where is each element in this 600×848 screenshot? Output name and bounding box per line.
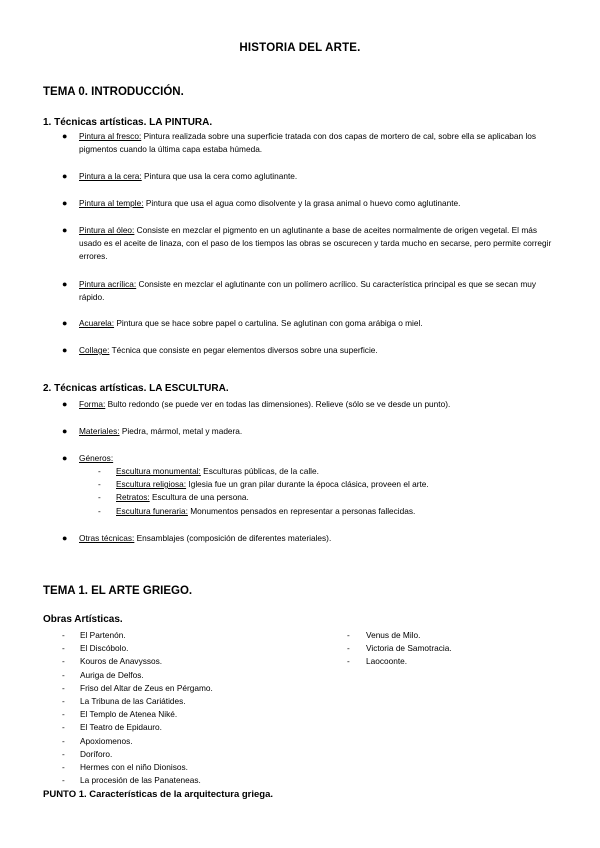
list-item: Acuarela: Pintura que se hace sobre papel o cartulina. Se aglutinan con goma arábiga o miel. [79, 318, 423, 328]
bullet-icon: ● [62, 533, 68, 543]
sub-item: Escultura monumental: Esculturas públicas, de la calle. [116, 466, 319, 476]
dash-icon: - [62, 696, 65, 706]
obra-item: Doríforo. [80, 748, 113, 759]
obra-item: Venus de Milo. [366, 630, 421, 640]
dash-icon: - [62, 775, 65, 786]
obras-heading: Obras Artísticas. [43, 614, 123, 625]
list-item: Collage: Técnica que consiste en pegar elementos diversos sobre una superficie. [79, 345, 378, 355]
sub-item: Retratos: Escultura de una persona. [116, 492, 249, 502]
bullet-icon: ● [62, 345, 68, 355]
list-item: Géneros: [79, 453, 114, 463]
dash-icon: - [62, 762, 65, 772]
dash-icon: - [62, 669, 65, 680]
obra-item: El Discóbolo. [80, 643, 129, 654]
sub-item: Escultura religiosa: Iglesia fue un gran pilar durante la época clásica, proveen el arte. [116, 479, 429, 489]
dash-icon: - [98, 466, 101, 476]
dash-icon: - [347, 630, 350, 640]
dash-icon: - [62, 748, 65, 759]
list-item: Forma: Bulto redondo (se puede ver en todas las dimensiones). Relieve (sólo se ve desde un punto). [79, 399, 451, 409]
dash-icon: - [98, 506, 101, 516]
dash-icon: - [98, 492, 101, 502]
obra-item: Auriga de Delfos. [80, 669, 144, 680]
bullet-icon: ● [62, 171, 68, 181]
dash-icon: - [62, 630, 65, 640]
list-item: Pintura al fresco: Pintura realizada sobre una superficie tratada con dos capas de mortero de cal, sobre ella se aplicaban los pigmentos cuando la última capa estaba húmeda. [79, 131, 537, 154]
obra-item: El Teatro de Epidauro. [80, 722, 162, 733]
tema1-heading: TEMA 1. EL ARTE GRIEGO. [43, 585, 193, 597]
list-item: Pintura al óleo: Consiste en mezclar el pigmento en un aglutinante a base de aceites normalmente de origen vegetal. El más usado es el aceite de linaza, con el paso de los tiempos las obras se oscurecen y tarda mucho en secarse, pero permite corregir errores. [79, 225, 552, 261]
obra-item: El Partenón. [80, 630, 126, 640]
dash-icon: - [62, 709, 65, 720]
tema0-heading: TEMA 0. INTRODUCCIÓN. [43, 86, 184, 98]
obra-item: Victoria de Samotracia. [366, 643, 452, 654]
punto1-heading: PUNTO 1. Características de la arquitectura griega. [43, 789, 274, 800]
dash-icon: - [62, 682, 65, 693]
bullet-icon: ● [62, 426, 68, 436]
bullet-icon: ● [62, 131, 68, 141]
bullet-icon: ● [62, 318, 68, 328]
list-item: Materiales: Piedra, mármol, metal y madera. [79, 426, 243, 436]
obra-item: Apoxiomenos. [80, 735, 133, 746]
obra-item: Kouros de Anavyssos. [80, 656, 163, 667]
dash-icon: - [62, 722, 65, 733]
list-item: Pintura a la cera: Pintura que usa la cera como aglutinante. [79, 171, 298, 181]
list-item: Otras técnicas: Ensamblajes (composición de diferentes materiales). [79, 533, 332, 543]
dash-icon: - [62, 656, 65, 667]
escultura-heading: 2. Técnicas artísticas. LA ESCULTURA. [43, 383, 229, 394]
obra-item: El Templo de Atenea Niké. [80, 709, 178, 720]
dash-icon: - [62, 735, 65, 746]
obra-item: Laocoonte. [366, 656, 408, 667]
obra-item: La Tribuna de las Cariátides. [80, 696, 186, 706]
list-item: Pintura al temple: Pintura que usa el agua como disolvente y la grasa animal o huevo como aglutinante. [79, 198, 461, 208]
bullet-icon: ● [62, 198, 68, 208]
bullet-icon: ● [62, 225, 68, 235]
pintura-heading: 1. Técnicas artísticas. LA PINTURA. [43, 117, 213, 128]
dash-icon: - [347, 656, 350, 667]
bullet-icon: ● [62, 453, 68, 463]
sub-item: Escultura funeraria: Monumentos pensados en representar a personas fallecidas. [116, 506, 416, 516]
dash-icon: - [347, 643, 350, 654]
bullet-icon: ● [62, 399, 68, 409]
dash-icon: - [62, 643, 65, 654]
dash-icon: - [98, 479, 101, 489]
document-title: HISTORIA DEL ARTE. [239, 42, 361, 54]
obra-item: La procesión de las Panateneas. [80, 775, 201, 786]
obra-item: Hermes con el niño Dionisos. [80, 762, 188, 772]
list-item: Pintura acrílica: Consiste en mezclar el aglutinante con un polímero acrílico. Su característica principal es que se secan muy rápido. [79, 279, 537, 302]
bullet-icon: ● [62, 279, 68, 289]
obra-item: Friso del Altar de Zeus en Pérgamo. [80, 682, 213, 693]
